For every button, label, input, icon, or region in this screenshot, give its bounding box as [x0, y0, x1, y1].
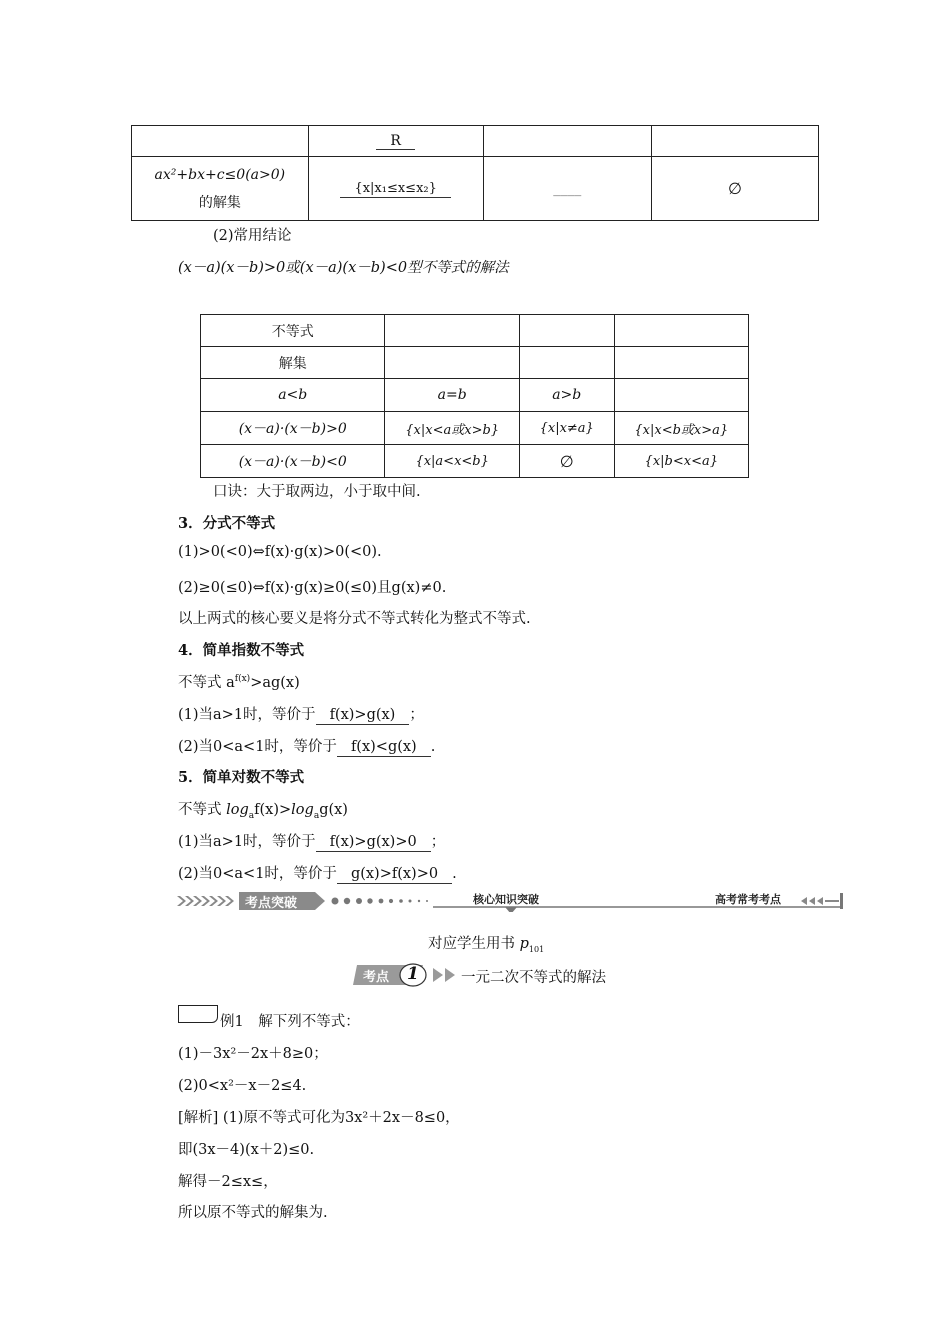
type-line: (x－a)(x－b)>0或(x－a)(x－b)<0型不等式的解法 [178, 260, 509, 276]
text: p [519, 936, 529, 952]
answer-blank: f(x)<g(x) [337, 740, 431, 757]
section-4-title: 4．简单指数不等式 [178, 642, 305, 659]
t2-cell: 不等式 [201, 315, 385, 347]
text: ； [409, 707, 424, 723]
t2-cell: {x|x≠a} [519, 412, 614, 445]
text: 不等式 [178, 802, 227, 818]
s4-line2 [178, 703, 424, 725]
answer-blank: {x|x₁≤x≤x₂} [340, 181, 450, 198]
t2-cell: a>b [519, 379, 614, 412]
text: f(x)> [254, 802, 292, 818]
s3-line1: (1)>0(<0)⇔f(x)·g(x)>0(<0). [178, 544, 382, 560]
kaodian-label: 考点 [363, 970, 390, 985]
superscript: f(x) [234, 674, 251, 685]
t1-cell [483, 126, 651, 157]
s5-line3 [178, 862, 457, 884]
ex-line1: (1)－3x²－2x＋8≥0； [178, 1046, 328, 1062]
text: (2)当0<a<1时，等价于 [178, 739, 337, 755]
text: ； [430, 834, 446, 850]
t2-cell [385, 315, 519, 347]
t1-row-label [132, 157, 309, 221]
ex-line2: (2)0<x²－x－2≤4. [178, 1078, 307, 1094]
s3-line2: (2)≥0(≤0)⇔f(x)·g(x)≥0(≤0)且g(x)≠0. [178, 580, 447, 596]
empty-blank: ____ [553, 180, 582, 197]
s4-line1 [178, 671, 300, 692]
subscript: a [313, 810, 320, 821]
t1-cell [308, 126, 483, 157]
inequality-sublabel: 的解集 [198, 194, 241, 211]
t2-cell [519, 347, 614, 379]
t2-cell: {x|a<x<b} [385, 445, 519, 478]
t2-cell: {x|x<a或x>b} [385, 412, 519, 445]
t2-cell: {x|x<b或x>a} [614, 412, 748, 445]
product-inequality-table [200, 314, 749, 478]
text: (1)当a>1时，等价于 [178, 834, 316, 850]
kaodian-title: 一元二次不等式的解法 [461, 970, 606, 986]
t1-cell [132, 126, 309, 157]
t2-cell: 解集 [201, 347, 385, 379]
banner-center-label: 核心知识突破 [473, 893, 539, 906]
answer-blank: f(x)>g(x) [316, 708, 410, 725]
reference-line [428, 932, 544, 954]
banner-left-label: 考点突破 [245, 896, 298, 911]
t1-cell [483, 157, 651, 221]
sol-line3: 解得－2≤x≤， [178, 1174, 278, 1190]
text: log [291, 802, 314, 818]
t2-cell [519, 315, 614, 347]
text: (1)当a>1时，等价于 [178, 707, 316, 723]
common-conclusion-heading: (2)常用结论 [213, 228, 292, 244]
t2-cell: (x－a)·(x－b)>0 [201, 412, 385, 445]
text: . [430, 739, 436, 755]
mnemonic: 口诀：大于取两边，小于取中间. [213, 484, 421, 500]
example-heading: 例1 解下列不等式： [220, 1014, 360, 1030]
text: >ag(x) [250, 675, 300, 691]
answer-blank: g(x)>f(x)>0 [337, 867, 452, 884]
t2-cell: a<b [201, 379, 385, 412]
t2-cell [385, 347, 519, 379]
text: 对应学生用书 [428, 936, 520, 952]
text: . [452, 866, 457, 882]
section-banner [175, 890, 847, 912]
t1-cell [308, 157, 483, 221]
t1-cell [651, 126, 818, 157]
text: g(x) [319, 802, 348, 818]
t2-cell [614, 379, 748, 412]
s5-line1 [178, 798, 348, 821]
text: 不等式 a [178, 675, 235, 691]
subscript: a [248, 810, 255, 821]
t2-cell: ∅ [519, 445, 614, 478]
section-3-title: 3．分式不等式 [178, 515, 276, 532]
sol-line1: [解析] (1)原不等式可化为3x²＋2x－8≤0， [178, 1110, 460, 1126]
t2-cell [614, 347, 748, 379]
s3-line3: 以上两式的核心要义是将分式不等式转化为整式不等式. [178, 611, 531, 627]
solution-set-table [131, 125, 819, 221]
t2-cell: a=b [385, 379, 519, 412]
subscript: 101 [528, 944, 545, 954]
sol-line2: 即(3x－4)(x＋2)≤0. [178, 1142, 315, 1158]
section-5-title: 5．简单对数不等式 [178, 769, 305, 786]
example-box-icon [178, 1005, 218, 1023]
sol-line4: 所以原不等式的解集为. [178, 1205, 328, 1221]
text: log [226, 802, 249, 818]
inequality-label: ax²+bx+c≤0(a>0) [154, 166, 286, 183]
s4-line3 [178, 735, 435, 757]
t1-cell: ∅ [651, 157, 818, 221]
kaodian-number: 1 [407, 964, 419, 984]
answer-blank: R [376, 134, 415, 150]
text: (2)当0<a<1时，等价于 [178, 866, 337, 882]
s5-line2 [178, 830, 445, 852]
t2-cell: {x|b<x<a} [614, 445, 748, 478]
t2-cell [614, 315, 748, 347]
t2-cell: (x－a)·(x－b)<0 [201, 445, 385, 478]
kaodian-header [353, 963, 653, 987]
banner-right-label: 高考常考考点 [715, 893, 781, 906]
answer-blank: f(x)>g(x)>0 [316, 835, 431, 852]
